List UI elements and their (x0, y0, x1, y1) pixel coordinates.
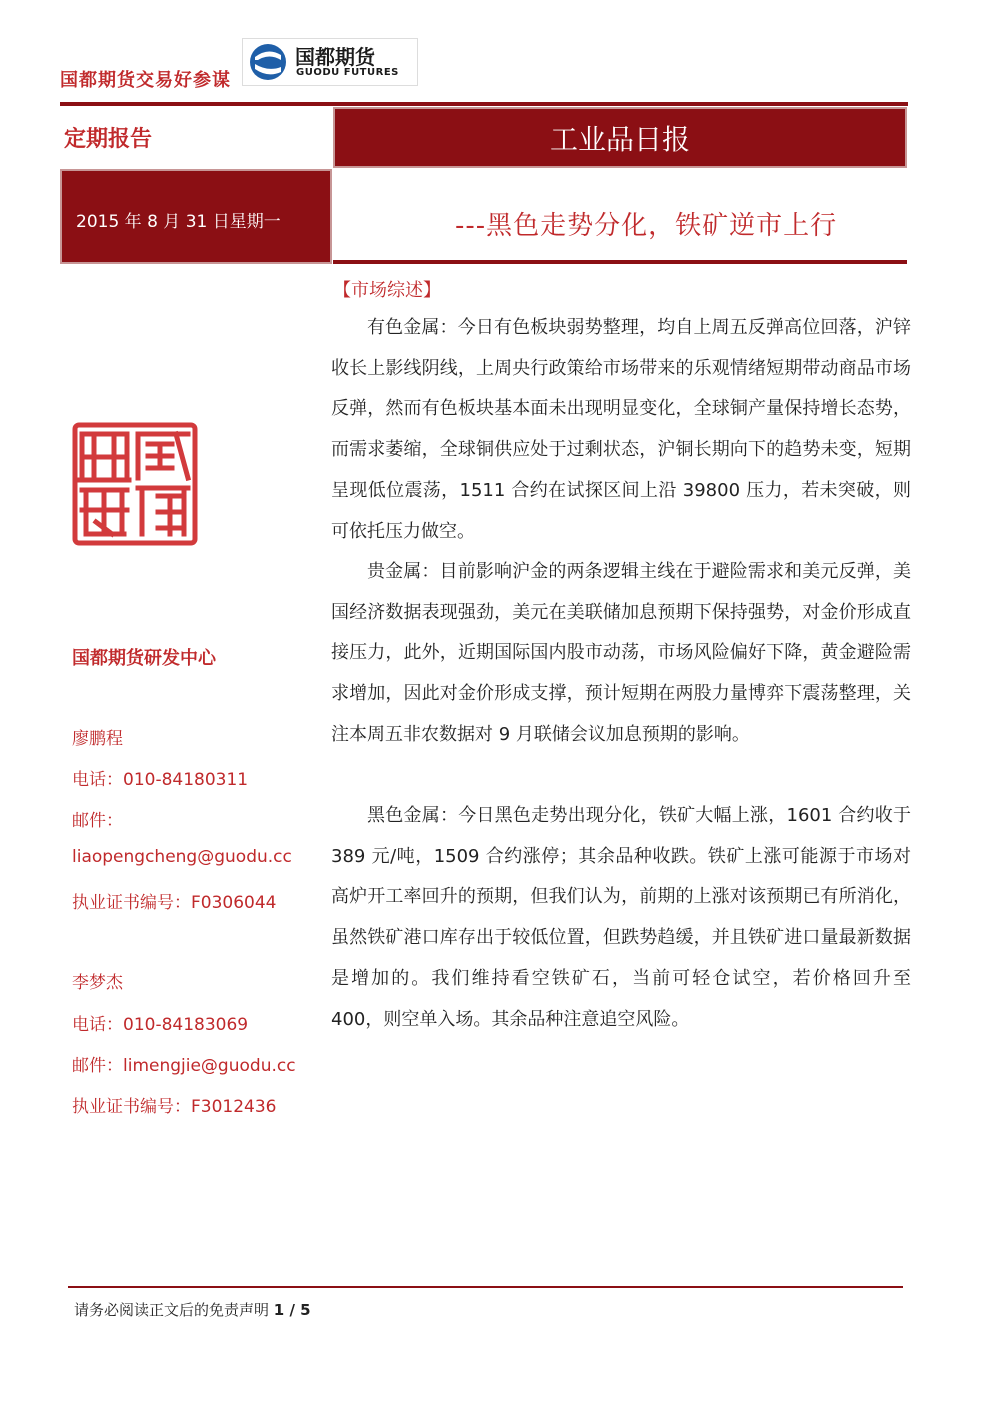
guodu-futures-seal (72, 422, 198, 546)
logo-chinese-name: 国都期货 (295, 45, 375, 69)
paragraph-nonferrous-metals: 有色金属：今日有色板块弱势整理，均自上周五反弹高位回落，沪锌收长上影线阴线，上周央行政策给市场带来的乐观情绪短期带动商品市场反弹，然而有色板块基本面未出现明显变化，全球铜产量保持增长态势，而需求萎缩，全球铜供应处于过剩状态，沪铜长期向下的趋势未变，短期呈现低位震荡，1511 合约在试探区间上沿 39800 压力，若未突破，则可依托压力做空。 (331, 317, 911, 542)
paragraph-precious-metals: 贵金属：目前影响沪金的两条逻辑主线在于避险需求和美元反弹，美国经济数据表现强劲，美元在美联储加息预期下保持强势，对金价形成直接压力，此外，近期国际国内股市动荡，市场风险偏好下降，黄金避险需求增加，因此对金价形成支撑，预计短期在两股力量博弈下震荡整理，关注本周五非农数据对 9 月联储会议加息预期的影响。 (331, 561, 911, 745)
logo-english-name: GUODU FUTURES (296, 67, 399, 78)
section-title-market-overview: 【市场综述】 (333, 280, 441, 301)
report-type-label: 定期报告 (64, 127, 153, 152)
footer (74, 1299, 311, 1320)
guodu-logo (242, 38, 418, 86)
analyst-1-email-label: 邮件： (72, 811, 123, 831)
research-center-label: 国都期货研发中心 (72, 648, 216, 669)
analyst-1-license: 执业证书编号：F0306044 (72, 893, 277, 913)
report-date: 2015 年 8 月 31 日星期一 (76, 212, 281, 232)
guodu-logo-icon (249, 43, 287, 81)
analyst-2-email[interactable]: 邮件：limengjie@guodu.cc (72, 1056, 296, 1076)
subtitle-rule (333, 260, 907, 264)
header-slogan: 国都期货交易好参谋 (60, 70, 231, 91)
analyst-1-email[interactable]: liaopengcheng@guodu.cc (72, 847, 292, 867)
analyst-2-license: 执业证书编号：F3012436 (72, 1097, 277, 1117)
footer-rule (68, 1286, 903, 1288)
date-banner (60, 169, 332, 264)
page-number: 1 / 5 (273, 1301, 311, 1319)
report-title: 工业品日报 (549, 122, 690, 156)
analyst-1-phone: 电话：010-84180311 (72, 770, 249, 790)
paragraph-ferrous-metals: 黑色金属：今日黑色走势出现分化，铁矿大幅上涨，1601 合约收于 389 元/吨，1509 合约涨停；其余品种收跌。铁矿上涨可能源于市场对高炉开工率回升的预期，但我们认为，前期的上涨对该预期已有所消化，虽然铁矿港口库存出于较低位置，但跌势趋缓，并且铁矿进口量最新数据是增加的。我们维持看空铁矿石，当前可轻仓试空，若价格回升至 400，则空单入场。其余品种注意追空风险。 (331, 805, 911, 1030)
report-subtitle: ---黑色走势分化，铁矿逆市上行 (455, 211, 838, 241)
analyst-2-phone: 电话：010-84183069 (72, 1015, 249, 1035)
report-title-banner (333, 107, 907, 168)
analyst-2-name: 李梦杰 (72, 973, 123, 993)
header-top-rule (60, 102, 908, 106)
analyst-1-name: 廖鹏程 (72, 729, 123, 749)
footer-disclaimer: 请务必阅读正文后的免责声明 (74, 1301, 270, 1319)
